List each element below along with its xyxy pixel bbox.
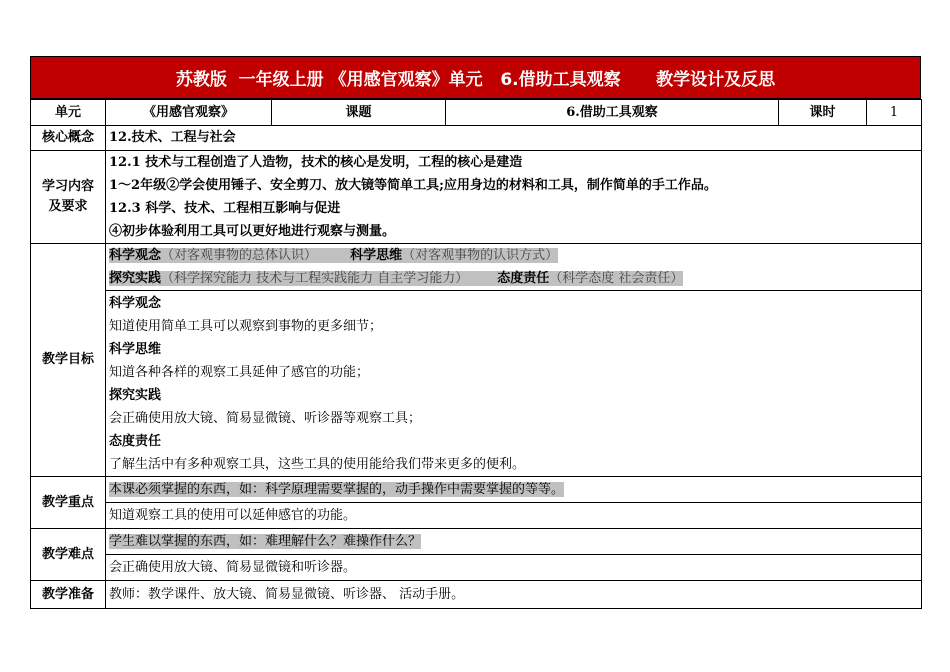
core-concept-value: 12.技术、工程与社会: [106, 126, 922, 151]
learning-line: 1～2年级②学会使用锤子、安全剪刀、放大镜等简单工具;应用身边的材料和工具，制作简单的手工作品。: [109, 178, 717, 193]
objective-heading: 科学思维: [109, 341, 162, 357]
preparation-row: [31, 581, 922, 609]
learning-label: [31, 151, 106, 244]
topic-value: 6.借助工具观察: [446, 100, 779, 126]
topic-label: 课题: [272, 100, 446, 126]
core-concept-row: [31, 126, 922, 151]
core-concept-label: 核心概念: [31, 126, 106, 151]
key-points-label: 教学重点: [31, 477, 106, 529]
learning-label-line1: 学习内容: [41, 179, 94, 194]
lesson-plan-table: [30, 99, 922, 609]
objectives-label: 教学目标: [31, 244, 106, 477]
document-title: 苏教版 一年级上册 《用感官观察》单元 6.借助工具观察 教学设计及反思: [30, 56, 921, 99]
difficulties-value-row: [31, 555, 922, 581]
objective-heading: 态度责任: [109, 433, 162, 449]
lesson-plan-document: [30, 56, 921, 609]
learning-content: [106, 151, 922, 244]
difficulties-hint-cell: [106, 529, 922, 555]
preparation-label: 教学准备: [31, 581, 106, 609]
unit-value: 《用感官观察》: [106, 100, 272, 126]
learning-line: 12.1 技术与工程创造了人造物，技术的核心是发明，工程的核心是建造: [109, 155, 523, 170]
objectives-detail: [106, 291, 922, 477]
legend-line-2: [109, 267, 918, 290]
key-points-hint-cell: [106, 477, 922, 503]
objective-text: 了解生活中有多种观察工具，这些工具的使用能给我们带来更多的便利。: [109, 456, 526, 472]
period-value: 1: [867, 100, 922, 126]
key-points-hint: 本课必须掌握的东西，如：科学原理需要掌握的，动手操作中需要掌握的等等。: [109, 481, 565, 497]
unit-label: 单元: [31, 100, 106, 126]
key-points-value: 知道观察工具的使用可以延伸感官的功能。: [106, 503, 922, 529]
objective-text: 会正确使用放大镜、简易显微镜、听诊器等观察工具；: [109, 410, 422, 426]
difficulties-hint-row: [31, 529, 922, 555]
difficulties-label: 教学难点: [31, 529, 106, 581]
legend-practice: 探究实践（科学探究能力 技术与工程实践能力 自主学习能力） 态度责任（科学态度 社会责任）: [109, 271, 684, 286]
key-points-value-row: [31, 503, 922, 529]
learning-line: 12.3 科学、技术、工程相互影响与促进: [109, 201, 341, 216]
objective-text: 知道使用简单工具可以观察到事物的更多细节；: [109, 318, 383, 334]
key-points-hint-row: [31, 477, 922, 503]
header-row: [31, 100, 922, 126]
objectives-legend: [106, 244, 922, 291]
preparation-value: 教师：教学课件、放大镜、简易显微镜、听诊器、 活动手册。: [106, 581, 922, 609]
objectives-legend-row: [31, 244, 922, 291]
objectives-detail-row: [31, 291, 922, 477]
legend-line-1: [109, 244, 918, 267]
legend-observation: 科学观念（对客观事物的总体认识） 科学思维（对客观事物的认识方式）: [109, 248, 559, 263]
period-label: 课时: [779, 100, 867, 126]
objective-text: 知道各种各样的观察工具延伸了感官的功能；: [109, 364, 370, 380]
learning-label-line2: 及要求: [48, 199, 88, 214]
objective-heading: 科学观念: [109, 295, 162, 311]
difficulties-value: 会正确使用放大镜、简易显微镜和听诊器。: [106, 555, 922, 581]
learning-line: ④初步体验利用工具可以更好地进行观察与测量。: [109, 224, 396, 239]
learning-row: [31, 151, 922, 244]
difficulties-hint: 学生难以掌握的东西，如：难理解什么？难操作什么？: [109, 533, 422, 549]
objective-heading: 探究实践: [109, 387, 162, 403]
